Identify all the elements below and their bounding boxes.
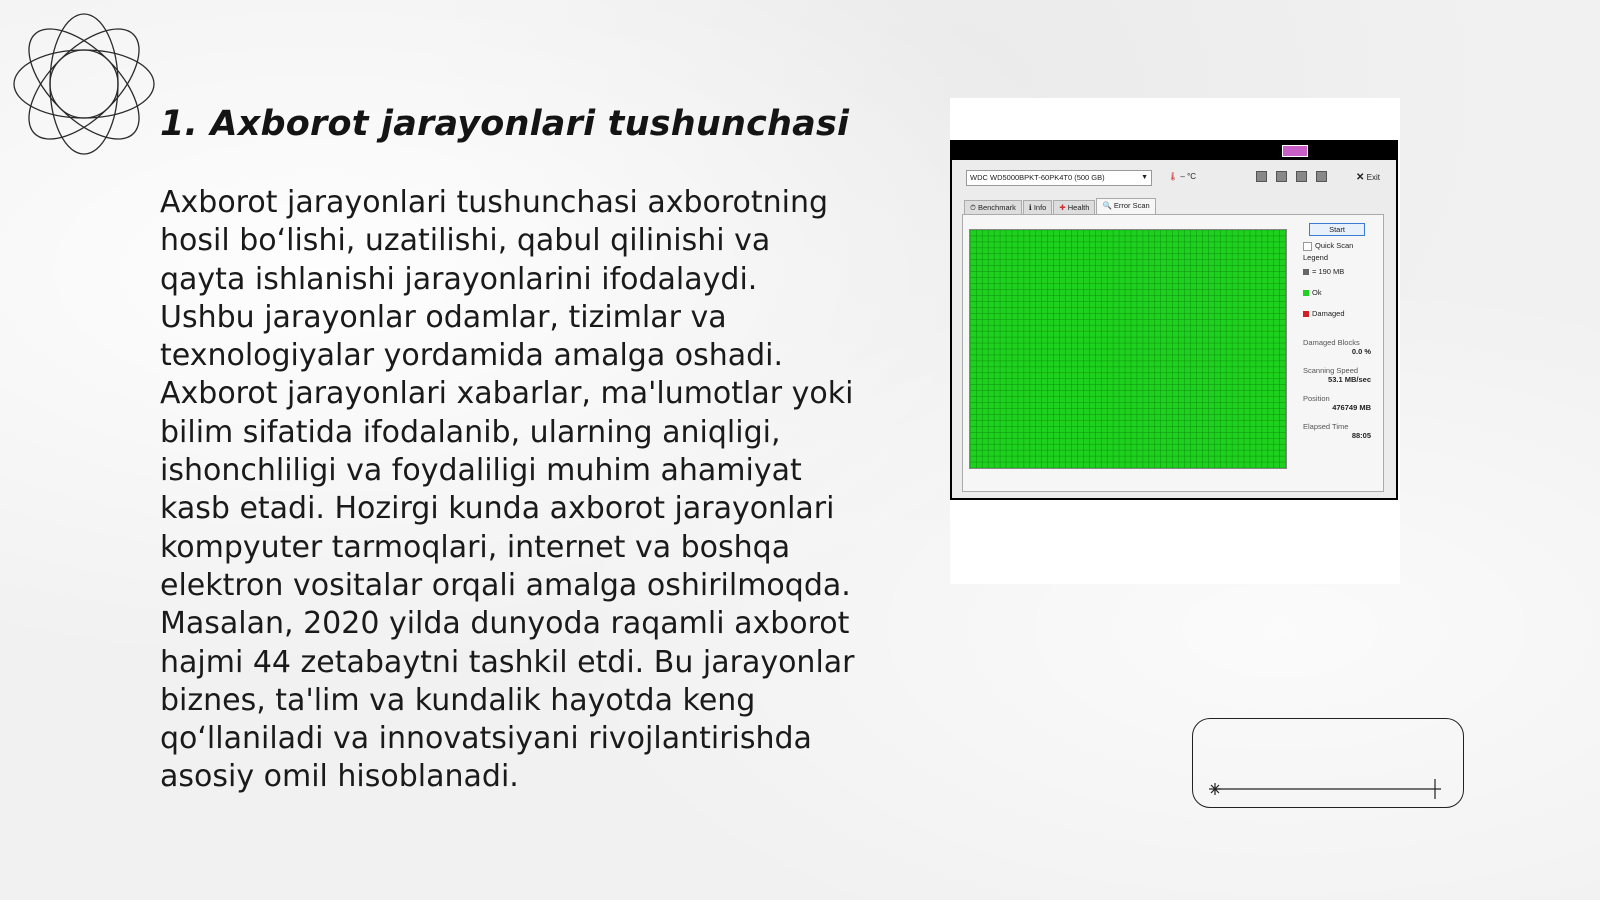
scan-block-grid [969,229,1287,469]
close-icon: ✕ [1356,172,1365,183]
copy-text-icon[interactable] [1256,171,1267,182]
thermometer-icon: 🌡 [1168,172,1179,181]
scanning-speed-value: 53.1 MB/sec [1328,374,1371,384]
decorative-frame [1192,718,1464,808]
magnifier-icon: 🔍 [1102,201,1112,210]
legend-block-text: = 190 MB [1312,266,1345,276]
tab-bar [964,198,1157,214]
legend-block-size [1303,267,1379,276]
slide-body-text: Axborot jarayonlari tushunchasi axborotning hosil bo‘lishi, uzatilishi, qabul qilinishi va qayta ishlanishi jarayonlarini ifodalaydi. Ushbu jarayonlar odamlar, tizimlar va texnologiyalar yordamida amalga oshadi. Axborot jarayonlari xabarlar, ma'lumotlar yoki bilim sifatida ifodalanib, ularning aniqligi, ishonchliligi va foydaliligi muhim ahamiyat kasb etadi. Hozirgi kunda axborot jarayonlari kompyuter tarmoqlari, internet va boshqa elektron vositalar orqali amalga oshirilmoqda. Masalan, 2020 yilda dunyoda raqamli axborot hajmi 44 zetabaytni tashkil etdi. Bu jarayonlar biznes, ta'lim va kundalik hayotda keng qo‘llaniladi va innovatsiyani rivojlantirishda asosiy omil hisoblanadi. [160,185,855,795]
scan-side-panel [1303,223,1379,440]
tab-label: Benchmark [977,203,1016,212]
quick-scan-label: Quick Scan [1315,241,1354,250]
legend-damaged-text: Damaged [1312,308,1345,318]
block-grid-lines [970,230,1285,468]
app-icon [1282,145,1308,157]
block-swatch-icon [1303,269,1309,275]
legend-damaged [1303,309,1379,318]
position-label: Position [1303,393,1330,403]
exit-button[interactable] [1356,172,1380,183]
legend-heading: Legend [1303,252,1329,262]
hdd-scan-screenshot [950,140,1398,500]
tab-error-scan[interactable] [1096,198,1155,215]
scanning-speed-label: Scanning Speed [1303,365,1359,375]
tab-label: Health [1067,203,1090,212]
exit-label: Exit [1366,173,1380,182]
damaged-swatch-icon [1303,311,1309,317]
start-button[interactable]: Start [1309,223,1365,236]
copy-image-icon[interactable] [1276,171,1287,182]
chevron-down-icon: ▼ [1141,174,1148,181]
elapsed-time-label: Elapsed Time [1303,421,1349,431]
toolbar [966,170,1386,188]
checkbox-icon [1303,242,1312,251]
drive-select-value: WDC WD5000BPKT-60PK4T0 (500 GB) [970,173,1105,182]
quick-scan-checkbox[interactable] [1303,241,1379,251]
info-icon: ℹ [1028,203,1032,212]
error-scan-pane [962,214,1384,492]
tab-label: Info [1033,203,1047,212]
tab-info[interactable] [1023,200,1052,215]
legend-ok [1303,288,1379,297]
tab-benchmark[interactable] [964,200,1022,215]
decorative-line-icon [1193,719,1465,809]
ok-swatch-icon [1303,290,1309,296]
temperature-readout [1168,172,1196,181]
tab-health[interactable] [1053,200,1095,215]
save-icon[interactable] [1296,171,1307,182]
toolbar-icons [1256,171,1336,184]
stopwatch-icon: ⏱ [970,203,976,212]
ornament-rings-icon [10,10,158,158]
health-cross-icon: ✚ [1059,203,1066,212]
tab-label: Error Scan [1113,201,1150,210]
legend-ok-text: Ok [1312,287,1322,297]
damaged-blocks-value: 0.0 % [1351,346,1371,356]
options-icon[interactable] [1316,171,1327,182]
temperature-value: – °C [1180,172,1197,181]
position-value: 476749 MB [1332,402,1371,412]
damaged-blocks-label: Damaged Blocks [1303,337,1360,347]
slide-title: 1. Axborot jarayonlari tushunchasi [160,104,850,144]
drive-select[interactable] [966,170,1152,186]
window-titlebar [952,142,1396,160]
elapsed-time-value: 88:05 [1351,430,1371,440]
